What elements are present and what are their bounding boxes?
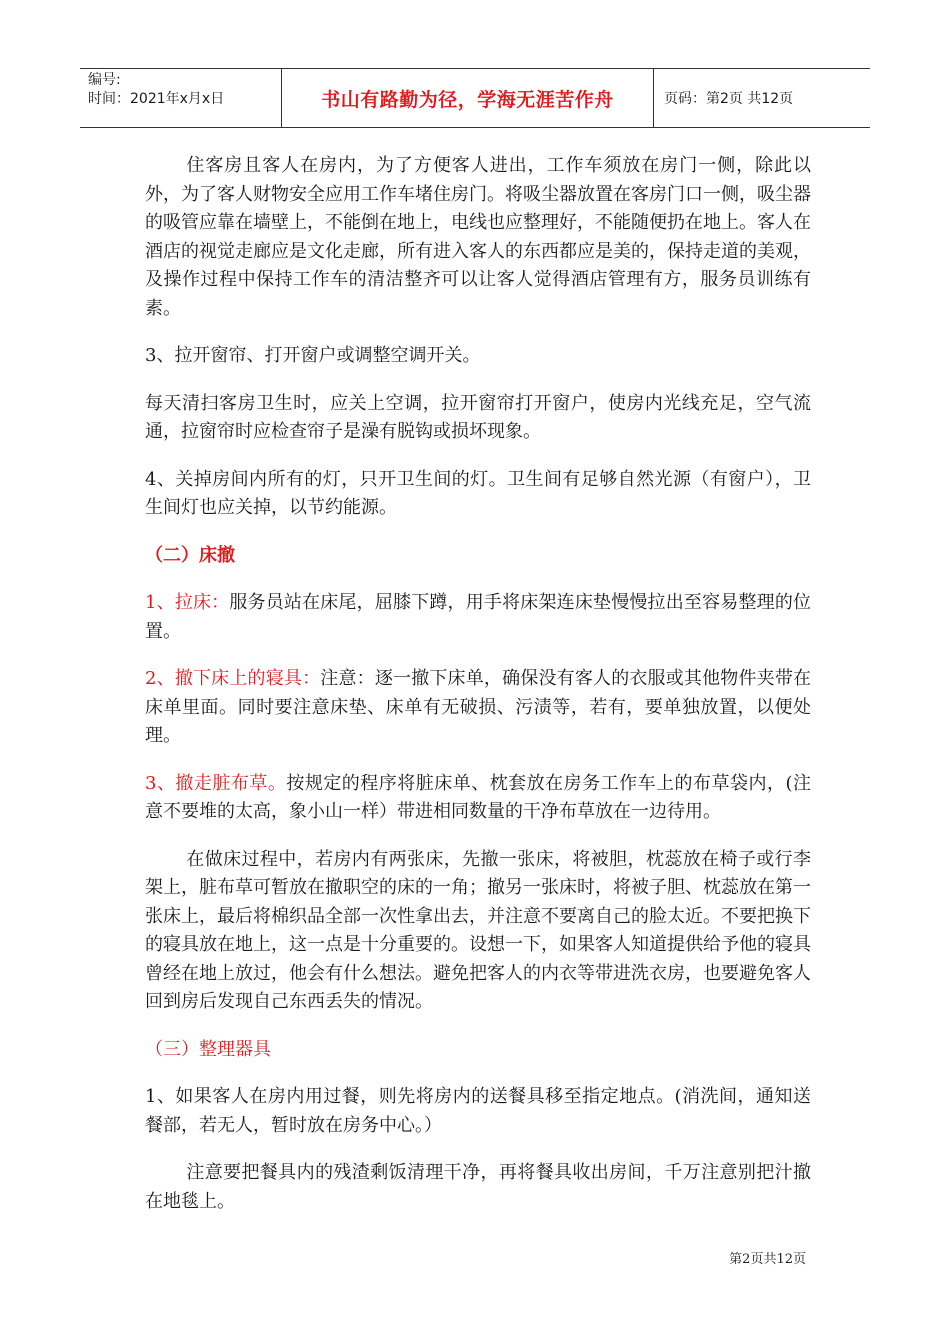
list-item-lead: 1、拉床： <box>145 592 230 613</box>
header-motto: 书山有路勤为径，学海无涯苦作舟 <box>282 69 654 127</box>
paragraph-clean-dishes: 注意要把餐具内的残渣剩饭清理干净，再将餐具收出房间，千万注意别把汁撤在地毯上。 <box>145 1162 811 1212</box>
section-heading-bed-stripping: （二）床撤 <box>145 544 235 566</box>
page-footer: 第2页共12页 <box>729 1252 806 1267</box>
list-item-text: 注意：逐一撤下床单，确保没有客人的衣服或其他物件夹带在床单里面。同时要注意床垫、床单有无破损、污渍等，若有，要单独放置，以便处理。 <box>145 668 812 746</box>
paragraph-two-beds: 在做床过程中，若房内有两张床，先撤一张床，将被胆，枕蕊放在椅子或行李架上，脏布草可暂放在撤职空的床的一角；撤另一张床时，将被子胆、枕蕊放在第一张床上，最后将棉织品全部一次性拿出去，并注意不要离自己的脸太近。不要把换下的寝具放在地上，这一点是十分重要的。设想一下，如果客人知道提供给予他的寝具曾经在地上放过，他会有什么想法。避免把客人的内衣等带进洗衣房，也要避免客人回到房后发现自己东西丢失的情况。 <box>145 848 811 1012</box>
list-item-text: 服务员站在床尾，屈膝下蹲，用手将床架连床垫慢慢拉出至容易整理的位置。 <box>145 592 812 642</box>
list-item-remove-linen <box>145 770 811 827</box>
document-header <box>80 68 870 128</box>
document-body <box>145 152 811 1235</box>
list-item-text: 按规定的程序将脏床单、枕套放在房务工作车上的布草袋内，(注意不要堆的太高，象小山一样）带进相同数量的干净布草放在一边待用。 <box>145 772 811 822</box>
list-item-remove-bedding <box>145 665 811 751</box>
header-page-info: 页码：第2页 共12页 <box>664 91 794 107</box>
header-meta <box>80 69 282 127</box>
step-turn-off-lights: 4、关掉房间内所有的灯，只开卫生间的灯。卫生间有足够自然光源（有窗户），卫生间灯也应关掉，以节约能源。 <box>145 468 811 518</box>
paragraph-cart-placement: 住客房且客人在房内，为了方便客人进出，工作车须放在房门一侧，除此以外，为了客人财物安全应用工作车堵住房门。将吸尘器放置在客房门口一侧，吸尘器的吸管应靠在墙壁上，不能倒在地上，电线也应整理好，不能随便扔在地上。客人在酒店的视觉走廊应是文化走廊，所有进入客人的东西都应是美的，保持走道的美观，及操作过程中保持工作车的清洁整齐可以让客人觉得酒店管理有方，服务员训练有素。 <box>145 155 811 319</box>
date-label: 时间：2021年x月x日 <box>88 91 225 107</box>
list-item-lead: 3、撤走脏布草。 <box>145 772 287 794</box>
step-open-curtains: 3、拉开窗帘、打开窗户或调整空调开关。 <box>145 345 481 366</box>
step-room-service-dishes: 1、如果客人在房内用过餐，则先将房内的送餐具移至指定地点。(消洗间，通知送餐部，若无人，暂时放在房务中心。） <box>145 1086 811 1136</box>
serial-number-label: 编号: <box>88 72 121 88</box>
list-item-pull-bed <box>145 589 811 646</box>
paragraph-ventilation: 每天清扫客房卫生时，应关上空调，拉开窗帘打开窗户，使房内光线充足，空气流通，拉窗帘时应检查帘子是澡有脱钩或损坏现象。 <box>145 392 811 442</box>
list-item-lead: 2、撤下床上的寝具： <box>145 668 321 689</box>
section-heading-tidy-utensils: （三）整理器具 <box>145 1038 271 1060</box>
